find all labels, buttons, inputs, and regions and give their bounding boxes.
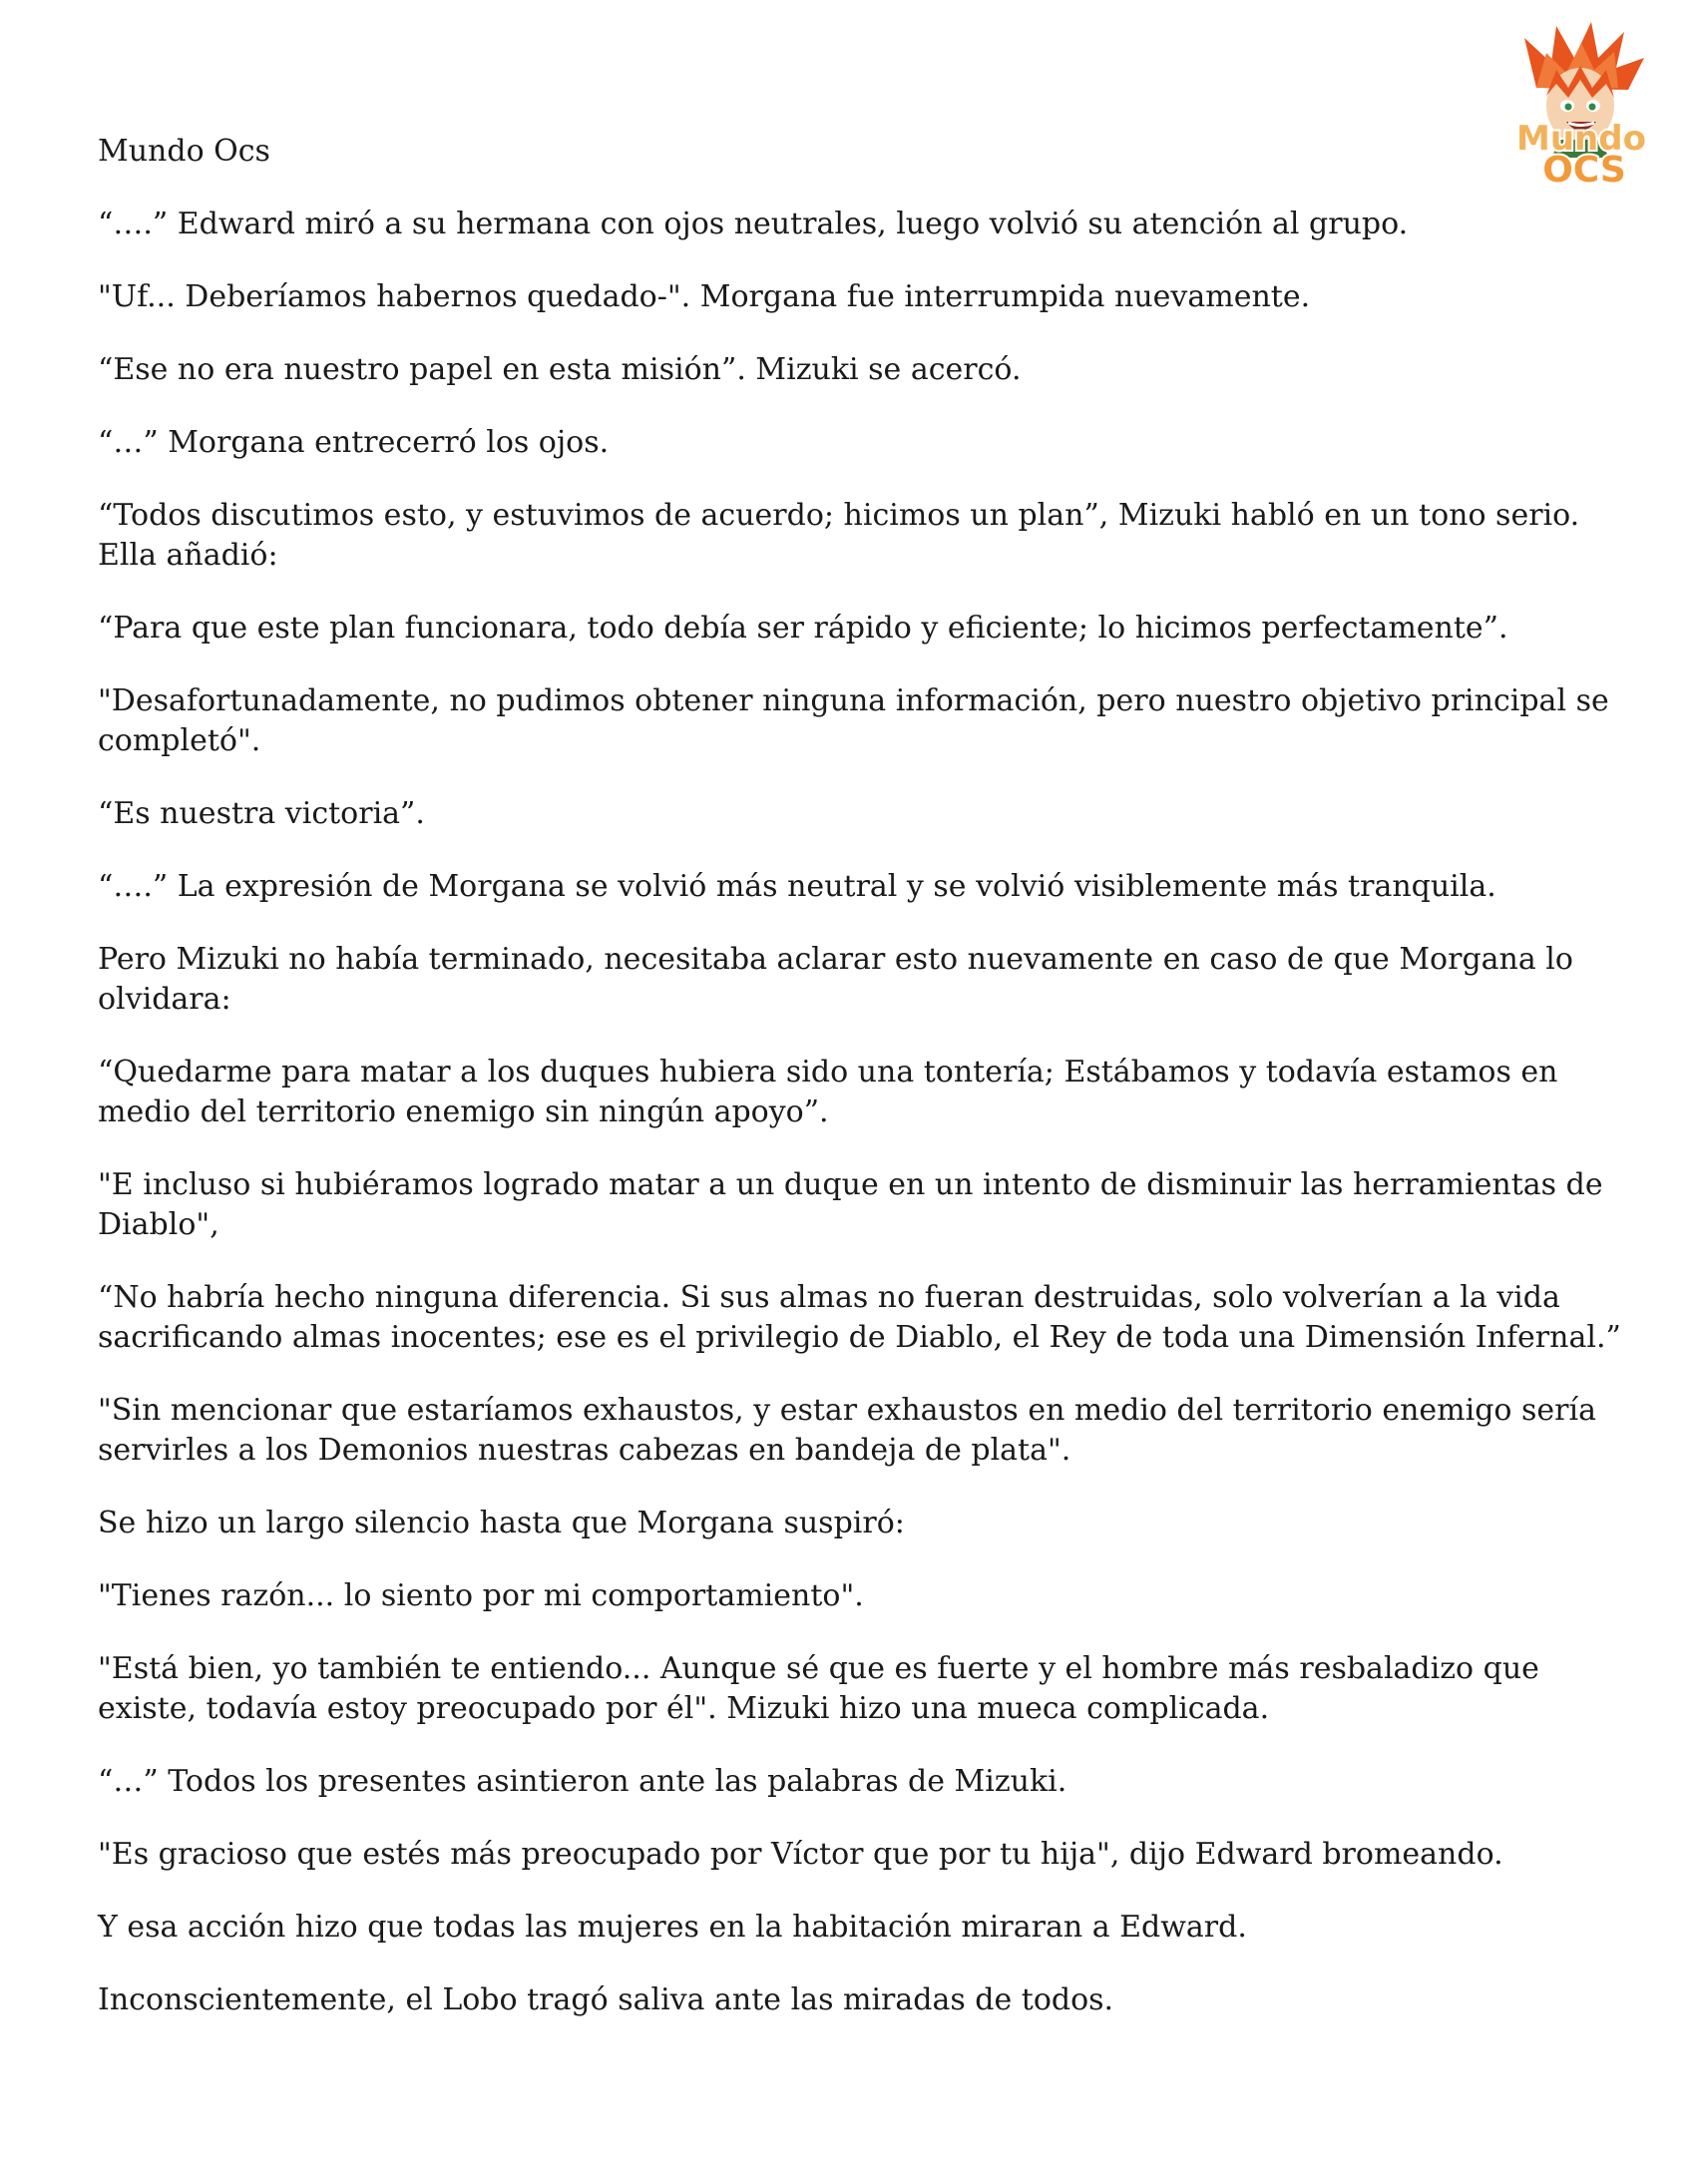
paragraph: “….” Edward miró a su hermana con ojos neutrales, luego volvió su atención al grupo. bbox=[98, 207, 1409, 241]
document-title: Mundo Ocs bbox=[98, 134, 270, 169]
paragraph: Se hizo un largo silencio hasta que Morgana suspiró: bbox=[98, 1506, 905, 1540]
paragraph: Pero Mizuki no había terminado, necesitaba aclarar esto nuevamente en caso de que Morgana lo olvidara: bbox=[98, 942, 1573, 1017]
paragraph: “….” La expresión de Morgana se volvió más neutral y se volvió visiblemente más tranquila. bbox=[98, 869, 1496, 904]
logo-text-line2: OCS bbox=[1542, 150, 1626, 188]
paragraph: “Quedarme para matar a los duques hubiera sido una tontería; Estábamos y todavía estamos en medio del territorio enemigo sin ningún apoyo”. bbox=[98, 1055, 1558, 1129]
paragraph: “No habría hecho ninguna diferencia. Si sus almas no fueran destruidas, solo volverían a la vida sacrificando almas inocentes; ese es el privilegio de Diablo, el Rey de toda una Dimensión Infernal.” bbox=[98, 1280, 1621, 1355]
paragraph: “Para que este plan funcionara, todo debía ser rápido y eficiente; lo hicimos perfectamente”. bbox=[98, 611, 1508, 646]
paragraph: "Es gracioso que estés más preocupado por Víctor que por tu hija", dijo Edward bromeando. bbox=[98, 1837, 1503, 1872]
paragraph: Inconscientemente, el Lobo tragó saliva ante las miradas de todos. bbox=[98, 1982, 1114, 2017]
paragraph: "Tienes razón... lo siento por mi comportamiento". bbox=[98, 1578, 864, 1613]
paragraph: "Uf... Deberíamos habernos quedado-". Morgana fue interrumpida nuevamente. bbox=[98, 279, 1311, 314]
paragraph: “Ese no era nuestro papel en esta misión”. Mizuki se acercó. bbox=[98, 352, 1022, 387]
paragraph: "Sin mencionar que estaríamos exhaustos, y estar exhaustos en medio del territorio enemigo sería servirles a los Demonios nuestras cabezas en bandeja de plata". bbox=[98, 1393, 1596, 1468]
paragraph: “…” Morgana entrecerró los ojos. bbox=[98, 425, 610, 460]
paragraph: "Desafortunadamente, no pudimos obtener ninguna información, pero nuestro objetivo principal se completó". bbox=[98, 683, 1609, 758]
paragraph: "Está bien, yo también te entiendo... Aunque sé que es fuerte y el hombre más resbaladizo que existe, todavía estoy preocupado por él". Mizuki hizo una mueca complicada. bbox=[98, 1651, 1539, 1726]
document-body bbox=[98, 132, 1634, 2053]
paragraph: Y esa acción hizo que todas las mujeres en la habitación miraran a Edward. bbox=[98, 1910, 1247, 1945]
paragraph: "E incluso si hubiéramos logrado matar a un duque en un intento de disminuir las herramientas de Diablo", bbox=[98, 1167, 1603, 1242]
logo-text-line1: Mundo bbox=[1516, 119, 1646, 159]
paragraph: “…” Todos los presentes asintieron ante las palabras de Mizuki. bbox=[98, 1764, 1067, 1799]
paragraph: “Es nuestra victoria”. bbox=[98, 796, 425, 831]
paragraph: “Todos discutimos esto, y estuvimos de acuerdo; hicimos un plan”, Mizuki habló en un tono serio. Ella añadió: bbox=[98, 498, 1580, 573]
